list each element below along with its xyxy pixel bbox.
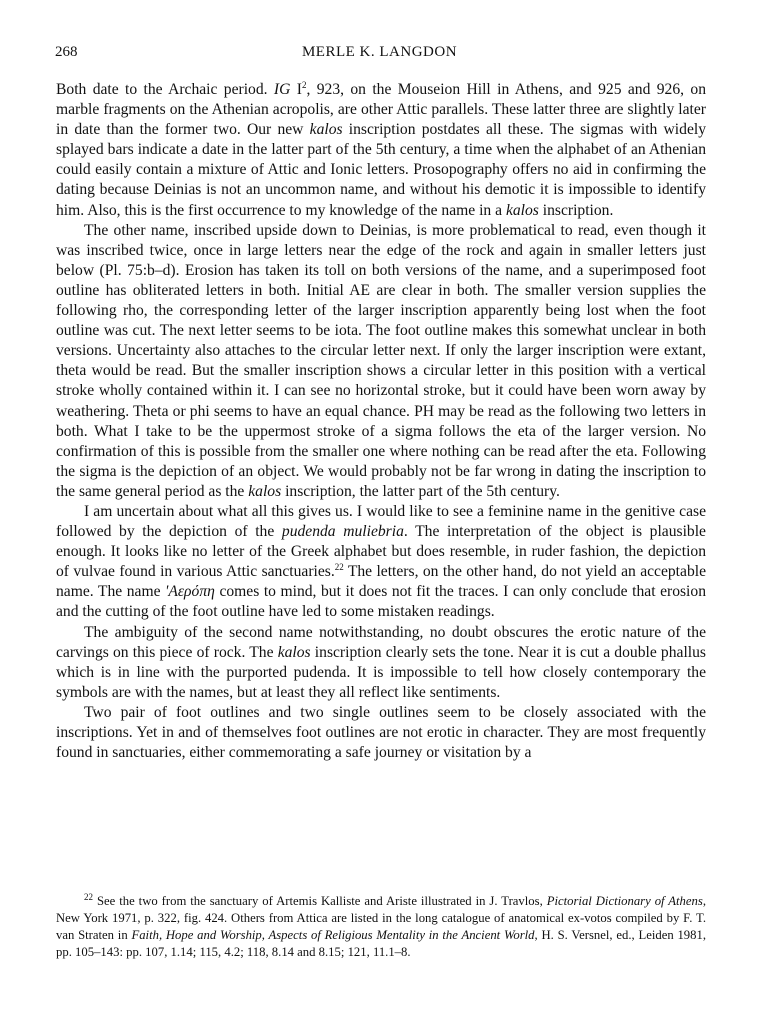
footnote-ref[interactable]: 22 <box>334 562 344 573</box>
text-run: . The interpretation of the object is plausible enough. It looks like no letter of the Greek alphabet but does resemble, in ruder fashion, the depiction of vulvae found in various Attic sanctuaries. <box>56 523 706 581</box>
paragraph-3 <box>56 502 706 623</box>
text-run: , New York 1971, p. 322, fig. 424. Others from Attica are listed in the long catalogue of anatomical ex-votos compiled by F. T. van Straten in <box>56 894 706 942</box>
italic-run: kalos <box>277 643 311 661</box>
italic-run: Pictorial Dictionary of Athens <box>546 894 703 908</box>
text-run: Two pair of foot outlines and two single outlines seem to be closely associated with the inscriptions. Yet in and of themselves foot outlines are not erotic in character. They are most frequently found in sanctuaries, either commemorating a safe journey or visitation by a <box>56 703 706 762</box>
text-run: inscription clearly sets the tone. Near it is cut a double phallus which is in line with the purported pudenda. It is impossible to tell how closely contemporary the symbols are with the names, but at least they all reflect like sentiments. <box>56 643 706 701</box>
paragraph-2 <box>56 221 706 502</box>
footnote-22 <box>56 893 706 961</box>
text-run: Both date to the Archaic period. <box>56 81 274 98</box>
paragraph-5 <box>56 703 706 763</box>
italic-run: kalos <box>505 201 539 219</box>
text-run: I am uncertain about what all this gives us. I would like to see a feminine name in the genitive case followed by the depiction of the <box>56 502 706 541</box>
paragraph-4 <box>56 623 706 703</box>
text-run: inscription postdates all these. The sigmas with widely splayed bars indicate a date in the latter part of the 5th century, a time when the alphabet of an Athenian could easily contain a mixture of Attic and Ionic letters. Prosopography offers no aid in confirming the dating because Deinias is not an uncommon name, and without his demotic it is impossible to identify him. Also, this is the first occurrence to my knowledge of the name in a <box>56 121 706 219</box>
text-run: inscription. <box>538 201 614 219</box>
text-run: comes to mind, but it does not fit the traces. I can only conclude that erosion and the cutting of the foot outline have led to some mistaken readings. <box>56 583 706 621</box>
text-run: I <box>290 81 302 98</box>
text-run: The letters, on the other hand, do not yield an acceptable name. The name <box>56 563 706 601</box>
greek-name: 'Αερόπη <box>165 583 215 601</box>
paragraph-1 <box>56 80 706 221</box>
footnote-number: 22 <box>84 891 93 902</box>
text-run: The other name, inscribed upside down to Deinias, is more problematical to read, even though it was inscribed twice, once in large letters near the edge of the rock and again in smaller letters just below (Pl. 75:b–d). Erosion has taken its toll on both versions of the name, and a superimposed foot outline has obliterated letters in both. Initial AE are clear in both. The smaller version supplies the following rho, the corresponding letter of the larger inscription apparently being lost when the foot outline was cut. The next letter seems to be iota. The foot outline makes this somewhat unclear in both versions. Uncertainty also attaches to the circular letter next. If only the larger inscription were extant, theta would be read. But the smaller inscription shows a circular letter in this position with a vertical stroke wholly contained within it. I can see no horizontal stroke, but it could have been worn away by weathering. Theta or phi seems to have an equal chance. PH may be read as the following two letters in both. What I take to be the uppermost stroke of a sigma follows the eta of the larger version. No confirmation of this is possible from the smaller one where nothing can be read after the eta. Following the sigma is the depiction of an object. We would probably not be far wrong in dating the inscription to the same general period as the <box>56 221 706 500</box>
italic-run: IG <box>273 81 291 98</box>
italic-run: kalos <box>309 121 343 139</box>
text-run: The ambiguity of the second name notwithstanding, no doubt obscures the erotic nature of the carvings on this piece of rock. The <box>56 623 706 661</box>
page-number: 268 <box>55 44 78 60</box>
text-run: , 923, on the Mouseion Hill in Athens, and 925 and 926, on marble fragments on the Athenian acropolis, are other Attic parallels. These latter three are slightly later in date than the former two. Our new <box>56 81 706 139</box>
text-run: , H. S. Versnel, ed., Leiden 1981, pp. 105–143: pp. 107, 1.14; 115, 4.2; 118, 8.14 and 8.15; 121, 11.1–8. <box>56 928 706 959</box>
italic-run: pudenda muliebria <box>281 523 404 541</box>
running-head: MERLE K. LANGDON <box>301 44 458 60</box>
text-run: inscription, the latter part of the 5th century. <box>281 482 560 500</box>
italic-run: Faith, Hope and Worship, Aspects of Religious Mentality in the Ancient World <box>131 928 535 942</box>
text-run: See the two from the sanctuary of Artemis Kalliste and Ariste illustrated in J. Travlos, <box>93 894 547 908</box>
superscript: 2 <box>301 79 307 90</box>
italic-run: kalos <box>248 482 282 500</box>
body-text <box>56 80 706 763</box>
